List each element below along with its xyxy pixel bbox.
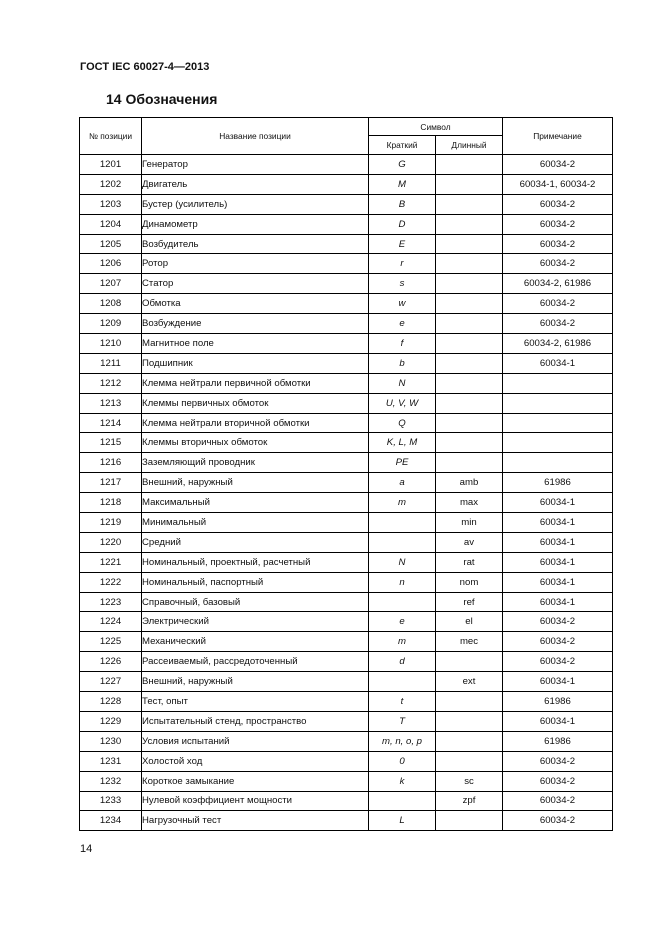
cell-long xyxy=(436,433,503,453)
cell-name: Ротор xyxy=(142,254,369,274)
cell-long: av xyxy=(436,532,503,552)
cell-num: 1221 xyxy=(80,552,142,572)
cell-name: Короткое замыкание xyxy=(142,771,369,791)
cell-name: Минимальный xyxy=(142,513,369,533)
cell-short: T xyxy=(369,711,436,731)
cell-name: Внешний, наружный xyxy=(142,473,369,493)
cell-note: 60034-2 xyxy=(503,294,613,314)
cell-num: 1214 xyxy=(80,413,142,433)
cell-short: t xyxy=(369,692,436,712)
table-row xyxy=(80,174,613,194)
cell-name: Условия испытаний xyxy=(142,731,369,751)
cell-long: min xyxy=(436,513,503,533)
cell-name: Клеммы вторичных обмоток xyxy=(142,433,369,453)
table-row xyxy=(80,373,613,393)
cell-name: Холостой ход xyxy=(142,751,369,771)
cell-num: 1225 xyxy=(80,632,142,652)
cell-name: Внешний, наружный xyxy=(142,672,369,692)
cell-name: Клеммы первичных обмоток xyxy=(142,393,369,413)
cell-name: Генератор xyxy=(142,155,369,175)
cell-num: 1224 xyxy=(80,612,142,632)
cell-num: 1213 xyxy=(80,393,142,413)
cell-num: 1202 xyxy=(80,174,142,194)
table-row xyxy=(80,771,613,791)
cell-long xyxy=(436,751,503,771)
cell-num: 1233 xyxy=(80,791,142,811)
cell-num: 1223 xyxy=(80,592,142,612)
table-row xyxy=(80,493,613,513)
cell-short: Q xyxy=(369,413,436,433)
cell-num: 1201 xyxy=(80,155,142,175)
cell-short: e xyxy=(369,612,436,632)
cell-long xyxy=(436,334,503,354)
cell-note: 60034-1 xyxy=(503,592,613,612)
header-name: Название позиции xyxy=(142,118,369,155)
cell-long xyxy=(436,373,503,393)
cell-note: 60034-2 xyxy=(503,791,613,811)
cell-long: el xyxy=(436,612,503,632)
cell-long: ref xyxy=(436,592,503,612)
table-row xyxy=(80,294,613,314)
header-symbol: Символ xyxy=(369,118,503,136)
section-title: 14 Обозначения xyxy=(106,91,218,107)
cell-short: m xyxy=(369,493,436,513)
designations-table xyxy=(79,117,613,831)
cell-note xyxy=(503,393,613,413)
cell-note: 61986 xyxy=(503,731,613,751)
table-row xyxy=(80,513,613,533)
cell-note: 60034-1, 60034-2 xyxy=(503,174,613,194)
cell-short: a xyxy=(369,473,436,493)
cell-short: f xyxy=(369,334,436,354)
cell-note: 60034-1 xyxy=(503,513,613,533)
cell-note: 60034-2 xyxy=(503,612,613,632)
cell-name: Механический xyxy=(142,632,369,652)
cell-note: 60034-1 xyxy=(503,493,613,513)
cell-name: Динамометр xyxy=(142,214,369,234)
cell-long xyxy=(436,393,503,413)
cell-note: 60034-1 xyxy=(503,711,613,731)
cell-num: 1219 xyxy=(80,513,142,533)
table-row xyxy=(80,672,613,692)
cell-num: 1217 xyxy=(80,473,142,493)
cell-note: 60034-2 xyxy=(503,811,613,831)
cell-note: 60034-1 xyxy=(503,353,613,373)
table-row xyxy=(80,572,613,592)
cell-note: 61986 xyxy=(503,692,613,712)
header-short: Краткий xyxy=(369,136,436,155)
cell-long xyxy=(436,692,503,712)
table-row xyxy=(80,652,613,672)
cell-long: nom xyxy=(436,572,503,592)
table-row xyxy=(80,632,613,652)
cell-long xyxy=(436,453,503,473)
cell-short: e xyxy=(369,314,436,334)
cell-long xyxy=(436,214,503,234)
cell-note xyxy=(503,453,613,473)
table-row xyxy=(80,532,613,552)
table-row xyxy=(80,612,613,632)
header-note: Примечание xyxy=(503,118,613,155)
table-row xyxy=(80,731,613,751)
cell-name: Тест, опыт xyxy=(142,692,369,712)
cell-num: 1208 xyxy=(80,294,142,314)
table-row xyxy=(80,393,613,413)
cell-note: 60034-2 xyxy=(503,214,613,234)
cell-long xyxy=(436,155,503,175)
table-row xyxy=(80,353,613,373)
cell-num: 1232 xyxy=(80,771,142,791)
cell-short: M xyxy=(369,174,436,194)
table-row xyxy=(80,234,613,254)
cell-name: Рассеиваемый, рассредоточенный xyxy=(142,652,369,672)
cell-num: 1229 xyxy=(80,711,142,731)
cell-num: 1205 xyxy=(80,234,142,254)
cell-name: Электрический xyxy=(142,612,369,632)
cell-short: U, V, W xyxy=(369,393,436,413)
document-code: ГОСТ IEC 60027-4—2013 xyxy=(80,61,210,73)
cell-note: 60034-2 xyxy=(503,632,613,652)
table-row xyxy=(80,751,613,771)
header-long: Длинный xyxy=(436,136,503,155)
cell-name: Нулевой коэффициент мощности xyxy=(142,791,369,811)
cell-long: max xyxy=(436,493,503,513)
page-number: 14 xyxy=(80,843,93,855)
cell-note: 61986 xyxy=(503,473,613,493)
cell-long xyxy=(436,254,503,274)
cell-short: m, n, o, p xyxy=(369,731,436,751)
table-row xyxy=(80,473,613,493)
cell-note: 60034-2, 61986 xyxy=(503,334,613,354)
cell-long xyxy=(436,194,503,214)
cell-short: G xyxy=(369,155,436,175)
cell-name: Испытательный стенд, пространство xyxy=(142,711,369,731)
cell-long xyxy=(436,314,503,334)
cell-num: 1206 xyxy=(80,254,142,274)
cell-long xyxy=(436,234,503,254)
table-row xyxy=(80,433,613,453)
cell-name: Нагрузочный тест xyxy=(142,811,369,831)
cell-note: 60034-2 xyxy=(503,652,613,672)
table-row xyxy=(80,453,613,473)
cell-note xyxy=(503,373,613,393)
cell-num: 1227 xyxy=(80,672,142,692)
cell-name: Справочный, базовый xyxy=(142,592,369,612)
cell-long: amb xyxy=(436,473,503,493)
cell-name: Статор xyxy=(142,274,369,294)
cell-name: Возбудитель xyxy=(142,234,369,254)
cell-name: Заземляющий проводник xyxy=(142,453,369,473)
cell-num: 1204 xyxy=(80,214,142,234)
cell-name: Возбуждение xyxy=(142,314,369,334)
cell-num: 1231 xyxy=(80,751,142,771)
table-row xyxy=(80,811,613,831)
cell-short: r xyxy=(369,254,436,274)
cell-name: Номинальный, паспортный xyxy=(142,572,369,592)
cell-long xyxy=(436,811,503,831)
cell-num: 1218 xyxy=(80,493,142,513)
table-row xyxy=(80,592,613,612)
cell-name: Обмотка xyxy=(142,294,369,314)
cell-name: Максимальный xyxy=(142,493,369,513)
table-row xyxy=(80,791,613,811)
cell-num: 1209 xyxy=(80,314,142,334)
cell-short: d xyxy=(369,652,436,672)
cell-note: 60034-1 xyxy=(503,572,613,592)
table-row xyxy=(80,413,613,433)
cell-long xyxy=(436,711,503,731)
table-row xyxy=(80,254,613,274)
cell-note: 60034-2, 61986 xyxy=(503,274,613,294)
cell-note: 60034-1 xyxy=(503,672,613,692)
cell-name: Клемма нейтрали первичной обмотки xyxy=(142,373,369,393)
table-row xyxy=(80,552,613,572)
cell-short: D xyxy=(369,214,436,234)
cell-note xyxy=(503,413,613,433)
cell-num: 1220 xyxy=(80,532,142,552)
cell-num: 1228 xyxy=(80,692,142,712)
cell-short: b xyxy=(369,353,436,373)
cell-note: 60034-2 xyxy=(503,155,613,175)
cell-short xyxy=(369,791,436,811)
cell-num: 1230 xyxy=(80,731,142,751)
cell-short: E xyxy=(369,234,436,254)
cell-note xyxy=(503,433,613,453)
cell-name: Клемма нейтрали вторичной обмотки xyxy=(142,413,369,433)
table-body xyxy=(80,155,613,831)
table-row xyxy=(80,711,613,731)
cell-long xyxy=(436,294,503,314)
cell-long xyxy=(436,652,503,672)
cell-long: sc xyxy=(436,771,503,791)
cell-num: 1211 xyxy=(80,353,142,373)
cell-name: Бустер (усилитель) xyxy=(142,194,369,214)
cell-name: Двигатель xyxy=(142,174,369,194)
cell-short: m xyxy=(369,632,436,652)
cell-short xyxy=(369,532,436,552)
cell-short: L xyxy=(369,811,436,831)
cell-short: k xyxy=(369,771,436,791)
table-row xyxy=(80,692,613,712)
cell-note: 60034-2 xyxy=(503,314,613,334)
cell-long: ext xyxy=(436,672,503,692)
cell-long xyxy=(436,413,503,433)
cell-num: 1216 xyxy=(80,453,142,473)
cell-name: Средний xyxy=(142,532,369,552)
cell-short: B xyxy=(369,194,436,214)
cell-long xyxy=(436,274,503,294)
table-row xyxy=(80,314,613,334)
table-row xyxy=(80,334,613,354)
header-num: № позиции xyxy=(80,118,142,155)
cell-note: 60034-1 xyxy=(503,552,613,572)
cell-note: 60034-2 xyxy=(503,254,613,274)
cell-short: N xyxy=(369,552,436,572)
cell-short: w xyxy=(369,294,436,314)
cell-short xyxy=(369,672,436,692)
cell-long xyxy=(436,174,503,194)
cell-num: 1210 xyxy=(80,334,142,354)
cell-note: 60034-2 xyxy=(503,751,613,771)
cell-short: s xyxy=(369,274,436,294)
table-row xyxy=(80,194,613,214)
cell-short: 0 xyxy=(369,751,436,771)
cell-short xyxy=(369,513,436,533)
cell-note: 60034-2 xyxy=(503,194,613,214)
table-row xyxy=(80,155,613,175)
cell-long: mec xyxy=(436,632,503,652)
cell-num: 1226 xyxy=(80,652,142,672)
cell-short: N xyxy=(369,373,436,393)
cell-short: n xyxy=(369,572,436,592)
cell-long: rat xyxy=(436,552,503,572)
table-row xyxy=(80,214,613,234)
cell-name: Магнитное поле xyxy=(142,334,369,354)
cell-short: K, L, M xyxy=(369,433,436,453)
cell-long: zpf xyxy=(436,791,503,811)
cell-note: 60034-2 xyxy=(503,771,613,791)
cell-num: 1222 xyxy=(80,572,142,592)
cell-note: 60034-2 xyxy=(503,234,613,254)
table-row xyxy=(80,274,613,294)
cell-name: Подшипник xyxy=(142,353,369,373)
cell-num: 1234 xyxy=(80,811,142,831)
cell-short xyxy=(369,592,436,612)
cell-note: 60034-1 xyxy=(503,532,613,552)
cell-short: PE xyxy=(369,453,436,473)
cell-num: 1203 xyxy=(80,194,142,214)
cell-name: Номинальный, проектный, расчетный xyxy=(142,552,369,572)
cell-long xyxy=(436,353,503,373)
cell-num: 1212 xyxy=(80,373,142,393)
cell-long xyxy=(436,731,503,751)
cell-num: 1215 xyxy=(80,433,142,453)
cell-num: 1207 xyxy=(80,274,142,294)
